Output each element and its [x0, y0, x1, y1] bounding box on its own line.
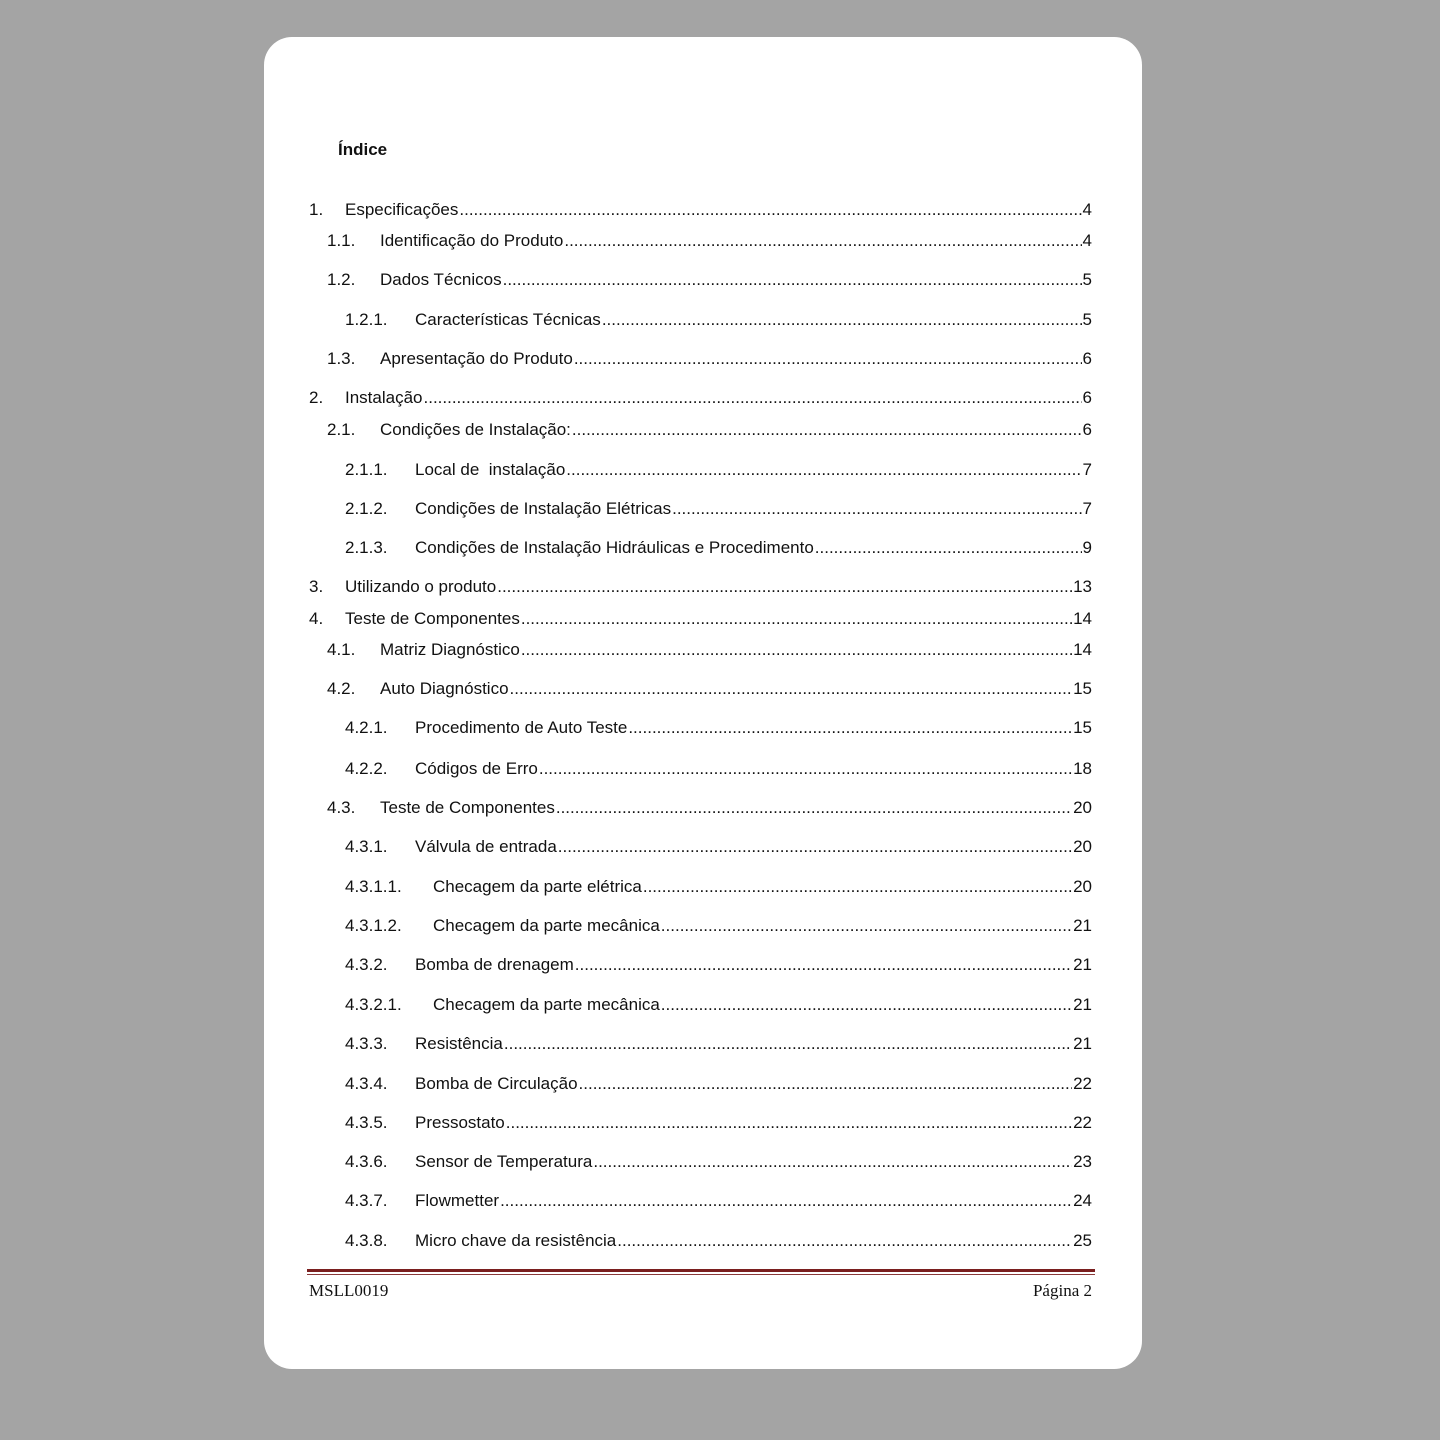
toc-entry-page: 24 — [1073, 1191, 1092, 1210]
toc-leader-dots — [521, 607, 1072, 631]
toc-entry-text: Local de instalação — [415, 460, 566, 479]
toc-leader-dots — [602, 308, 1082, 332]
toc-entry-number: 4.2.1. — [345, 718, 388, 737]
toc-entry-number: 1.2.1. — [345, 310, 388, 329]
toc-entry-text: Utilizando o produto — [345, 577, 497, 596]
toc-entry-page: 15 — [1073, 679, 1092, 698]
toc-entry[interactable] — [345, 914, 1092, 938]
toc-leader-dots — [459, 198, 1081, 222]
toc-entry-page: 15 — [1073, 718, 1092, 737]
toc-entry-page: 25 — [1073, 1231, 1092, 1250]
toc-entry-number: 4.3.8. — [345, 1231, 388, 1250]
toc-leader-dots — [617, 1229, 1072, 1253]
toc-entry[interactable] — [345, 1072, 1092, 1096]
toc-leader-dots — [510, 677, 1073, 701]
footer-rule — [307, 1269, 1095, 1272]
toc-entry-page: 7 — [1082, 499, 1092, 518]
toc-entry-text: Instalação — [345, 388, 423, 407]
toc-entry[interactable] — [345, 993, 1092, 1017]
toc-entry[interactable] — [345, 953, 1092, 977]
toc-entry-text: Especificações — [345, 200, 459, 219]
toc-entry-text: Checagem da parte mecânica — [433, 995, 660, 1014]
toc-entry-text: Auto Diagnóstico — [380, 679, 509, 698]
toc-entry-text: Bomba de Circulação — [415, 1074, 578, 1093]
toc-entry[interactable] — [345, 875, 1092, 899]
toc-entry-number: 2. — [309, 388, 324, 407]
toc-entry-text: Procedimento de Auto Teste — [415, 718, 628, 737]
toc-leader-dots — [424, 386, 1082, 410]
toc-entry-page: 21 — [1073, 955, 1092, 974]
toc-entry[interactable] — [345, 458, 1092, 482]
toc-leader-dots — [500, 1189, 1072, 1213]
toc-entry-page: 22 — [1073, 1113, 1092, 1132]
toc-entry[interactable] — [309, 386, 1092, 410]
footer-doc-code: MSLL0019 — [309, 1281, 389, 1300]
toc-entry-number: 1.2. — [327, 270, 356, 289]
toc-entry-text: Resistência — [415, 1034, 503, 1053]
toc-entry-page: 4 — [1082, 231, 1092, 250]
toc-entry-page: 6 — [1082, 420, 1092, 439]
footer-rule-thin — [307, 1274, 1095, 1275]
toc-entry-page: 4 — [1082, 200, 1092, 219]
toc-entry-text: Características Técnicas — [415, 310, 601, 329]
toc-entry-text: Teste de Componentes — [380, 798, 555, 817]
toc-entry-number: 2.1. — [327, 420, 356, 439]
toc-leader-dots — [558, 835, 1072, 859]
document-page — [264, 37, 1142, 1369]
toc-entry-page: 14 — [1073, 640, 1092, 659]
toc-leader-dots — [661, 914, 1072, 938]
toc-entry-number: 1.1. — [327, 231, 356, 250]
toc-entry-page: 22 — [1073, 1074, 1092, 1093]
toc-entry-page: 13 — [1073, 577, 1092, 596]
toc-entry-text: Sensor de Temperatura — [415, 1152, 593, 1171]
toc-leader-dots — [574, 347, 1082, 371]
toc-entry-page: 20 — [1073, 798, 1092, 817]
toc-entry-page: 9 — [1082, 538, 1092, 557]
toc-entry-text: Condições de Instalação Elétricas — [415, 499, 672, 518]
toc-entry-number: 4.3.1.1. — [345, 877, 402, 896]
toc-entry[interactable] — [309, 575, 1092, 599]
toc-entry-number: 4.3.1.2. — [345, 916, 402, 935]
toc-leader-dots — [593, 1150, 1072, 1174]
toc-entry-text: Identificação do Produto — [380, 231, 564, 250]
toc-entry[interactable] — [345, 497, 1092, 521]
toc-entry-page: 21 — [1073, 1034, 1092, 1053]
toc-entry-text: Matriz Diagnóstico — [380, 640, 520, 659]
toc-leader-dots — [643, 875, 1072, 899]
toc-entry[interactable] — [327, 418, 1092, 442]
toc-leader-dots — [539, 757, 1072, 781]
toc-entry-text: Dados Técnicos — [380, 270, 502, 289]
toc-entry-page: 23 — [1073, 1152, 1092, 1171]
toc-entry[interactable] — [309, 198, 1092, 222]
toc-entry[interactable] — [327, 638, 1092, 662]
toc-leader-dots — [572, 418, 1082, 442]
toc-entry-page: 21 — [1073, 916, 1092, 935]
toc-entry-number: 1.3. — [327, 349, 356, 368]
toc-entry-page: 18 — [1073, 759, 1092, 778]
toc-entry-page: 20 — [1073, 837, 1092, 856]
toc-leader-dots — [497, 575, 1072, 599]
toc-leader-dots — [506, 1111, 1072, 1135]
toc-entry[interactable] — [345, 835, 1092, 859]
toc-entry-number: 4.3. — [327, 798, 356, 817]
toc-entry-number: 4.1. — [327, 640, 356, 659]
toc-entry-text: Micro chave da resistência — [415, 1231, 617, 1250]
toc-entry[interactable] — [345, 1111, 1092, 1135]
toc-entry[interactable] — [345, 1032, 1092, 1056]
toc-entry-text: Flowmetter — [415, 1191, 500, 1210]
toc-entry-number: 4.3.6. — [345, 1152, 388, 1171]
toc-entry-number: 3. — [309, 577, 324, 596]
toc-entry-page: 14 — [1073, 609, 1092, 628]
toc-title: Índice — [338, 140, 388, 159]
toc-entry-text: Válvula de entrada — [415, 837, 557, 856]
toc-entry-number: 2.1.3. — [345, 538, 388, 557]
toc-entry[interactable] — [327, 347, 1092, 371]
toc-entry[interactable] — [327, 268, 1092, 292]
toc-entry[interactable] — [345, 1229, 1092, 1253]
toc-leader-dots — [815, 536, 1082, 560]
toc-entry-text: Códigos de Erro — [415, 759, 538, 778]
toc-entry-text: Teste de Componentes — [345, 609, 520, 628]
toc-entry-page: 6 — [1082, 349, 1092, 368]
toc-leader-dots — [503, 268, 1082, 292]
toc-entry-text: Bomba de drenagem — [415, 955, 574, 974]
toc-entry-number: 4.3.2. — [345, 955, 388, 974]
toc-entry-page: 7 — [1082, 460, 1092, 479]
toc-entry-text: Checagem da parte mecânica — [433, 916, 660, 935]
toc-entry-number: 2.1.1. — [345, 460, 388, 479]
toc-entry[interactable] — [345, 536, 1092, 560]
toc-entry-number: 4.3.4. — [345, 1074, 388, 1093]
toc-entry-text: Condições de Instalação: — [380, 420, 571, 439]
toc-entry[interactable] — [345, 757, 1092, 781]
toc-entry-page: 21 — [1073, 995, 1092, 1014]
toc-entry-number: 1. — [309, 200, 324, 219]
toc-entry[interactable] — [327, 229, 1092, 253]
toc-entry[interactable] — [327, 796, 1092, 820]
toc-leader-dots — [628, 716, 1072, 740]
toc-leader-dots — [564, 229, 1081, 253]
toc-leader-dots — [672, 497, 1081, 521]
toc-entry[interactable] — [345, 308, 1092, 332]
toc-entry[interactable] — [345, 716, 1092, 740]
toc-entry-number: 4.3.1. — [345, 837, 388, 856]
toc-entry-number: 2.1.2. — [345, 499, 388, 518]
toc-entry[interactable] — [345, 1150, 1092, 1174]
toc-entry[interactable] — [309, 607, 1092, 631]
toc-leader-dots — [575, 953, 1072, 977]
toc-entry-number: 4.2. — [327, 679, 356, 698]
toc-entry-text: Checagem da parte elétrica — [433, 877, 642, 896]
toc-entry-page: 5 — [1082, 270, 1092, 289]
toc-entry-number: 4. — [309, 609, 324, 628]
toc-entry-text: Pressostato — [415, 1113, 505, 1132]
toc-entry-text: Condições de Instalação Hidráulicas e Procedimento — [415, 538, 814, 557]
toc-entry-number: 4.3.2.1. — [345, 995, 402, 1014]
toc-entry[interactable] — [345, 1189, 1092, 1213]
toc-entry-page: 20 — [1073, 877, 1092, 896]
toc-entry-page: 6 — [1082, 388, 1092, 407]
toc-entry-number: 4.3.5. — [345, 1113, 388, 1132]
toc-leader-dots — [504, 1032, 1072, 1056]
toc-leader-dots — [579, 1072, 1073, 1096]
toc-entry-page: 5 — [1082, 310, 1092, 329]
toc-entry-number: 4.3.3. — [345, 1034, 388, 1053]
toc-entry[interactable] — [327, 677, 1092, 701]
toc-leader-dots — [566, 458, 1081, 482]
toc-entry-text: Apresentação do Produto — [380, 349, 573, 368]
toc-leader-dots — [556, 796, 1072, 820]
toc-entry-number: 4.3.7. — [345, 1191, 388, 1210]
toc-leader-dots — [661, 993, 1072, 1017]
toc-entry-number: 4.2.2. — [345, 759, 388, 778]
toc-leader-dots — [521, 638, 1072, 662]
footer-page-number: Página 2 — [1032, 1281, 1092, 1300]
